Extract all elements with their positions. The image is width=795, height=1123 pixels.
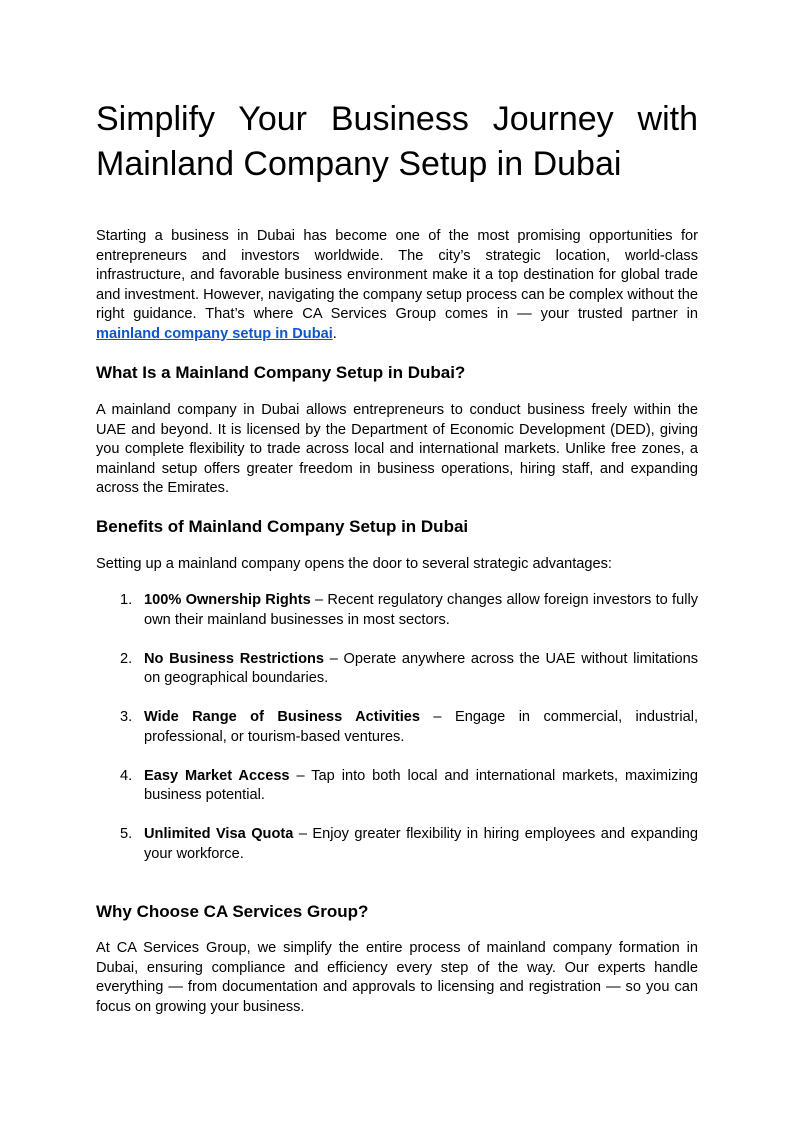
list-item-text: – Engage in commercial, industrial, professional, or tourism-based ventures. — [144, 709, 698, 745]
list-item-text: – Operate anywhere across the UAE without limitations on geographical boundaries. — [144, 650, 698, 686]
list-item-number: 3. — [120, 709, 133, 725]
section-what-is-body — [96, 401, 698, 499]
benefits-list-block — [96, 591, 698, 884]
list-item-number: 1. — [120, 592, 133, 608]
why-choose-paragraph: At CA Services Group, we simplify the entire process of mainland company formation in Dubai, ensuring compliance and efficiency every step of the way. Our experts handle everything — from documentation and approvals to licensing and registration — so you can focus on growing your business. — [96, 940, 698, 1015]
section-why-choose-body — [96, 939, 698, 1017]
list-item-title: Wide Range of Business Activities — [144, 709, 421, 725]
benefits-list — [96, 591, 698, 864]
section-benefits-intro — [96, 555, 698, 575]
page-title: Simplify Your Business Journey with Mainland Company Setup in Dubai — [96, 100, 698, 183]
section-heading-what-is: What Is a Mainland Company Setup in Dubai? — [96, 363, 466, 382]
intro-paragraph — [96, 227, 698, 344]
list-item-text: – Enjoy greater flexibility in hiring employees and expanding your workforce. — [144, 826, 698, 862]
list-item-title: No Business Restrictions — [144, 650, 325, 667]
section-heading-why-choose: Why Choose CA Services Group? — [96, 902, 369, 921]
section-heading-benefits: Benefits of Mainland Company Setup in Dubai — [96, 517, 469, 536]
intro-block — [96, 227, 698, 344]
list-item — [96, 591, 698, 630]
section-why-choose — [96, 901, 698, 923]
section-what-is — [96, 362, 698, 384]
list-item — [96, 825, 698, 864]
intro-text: Starting a business in Dubai has become one of the most promising opportunities for entrepreneurs and investors worldwide. The city’s strategic location, world-class infrastructure, and favorable business environment make it a top destination for global trade and investment. However, navigating the company setup process can be complex without the right guidance. That’s where CA Services Group comes in — your trusted partner in — [96, 228, 698, 322]
list-item-number: 5. — [120, 826, 133, 842]
list-item-number: 2. — [120, 650, 133, 667]
list-item-text: – Recent regulatory changes allow foreign investors to fully own their mainland businesses in most sectors. — [144, 592, 698, 628]
section-what-is-paragraph: A mainland company in Dubai allows entrepreneurs to conduct business freely within the UAE and beyond. It is licensed by the Department of Economic Development (DED), giving you complete flexibility to trade across local and international markets. Unlike free zones, a mainland setup offers greater freedom in business operations, hiring staff, and expanding across the Emirates. — [96, 402, 698, 496]
list-item-title: Easy Market Access — [144, 767, 290, 784]
mainland-setup-link[interactable]: mainland company setup in Dubai — [96, 325, 333, 342]
list-item-title: Unlimited Visa Quota — [144, 826, 294, 842]
list-item — [96, 650, 698, 689]
list-item-text: – Tap into both local and international markets, maximizing business potential. — [144, 767, 698, 803]
list-item — [96, 708, 698, 747]
list-item — [96, 767, 698, 806]
list-item-number: 4. — [120, 767, 133, 784]
benefits-intro-paragraph: Setting up a mainland company opens the door to several strategic advantages: — [96, 556, 612, 572]
list-item-title: 100% Ownership Rights — [144, 592, 311, 608]
section-benefits — [96, 516, 698, 538]
intro-trailing: . — [332, 325, 337, 342]
